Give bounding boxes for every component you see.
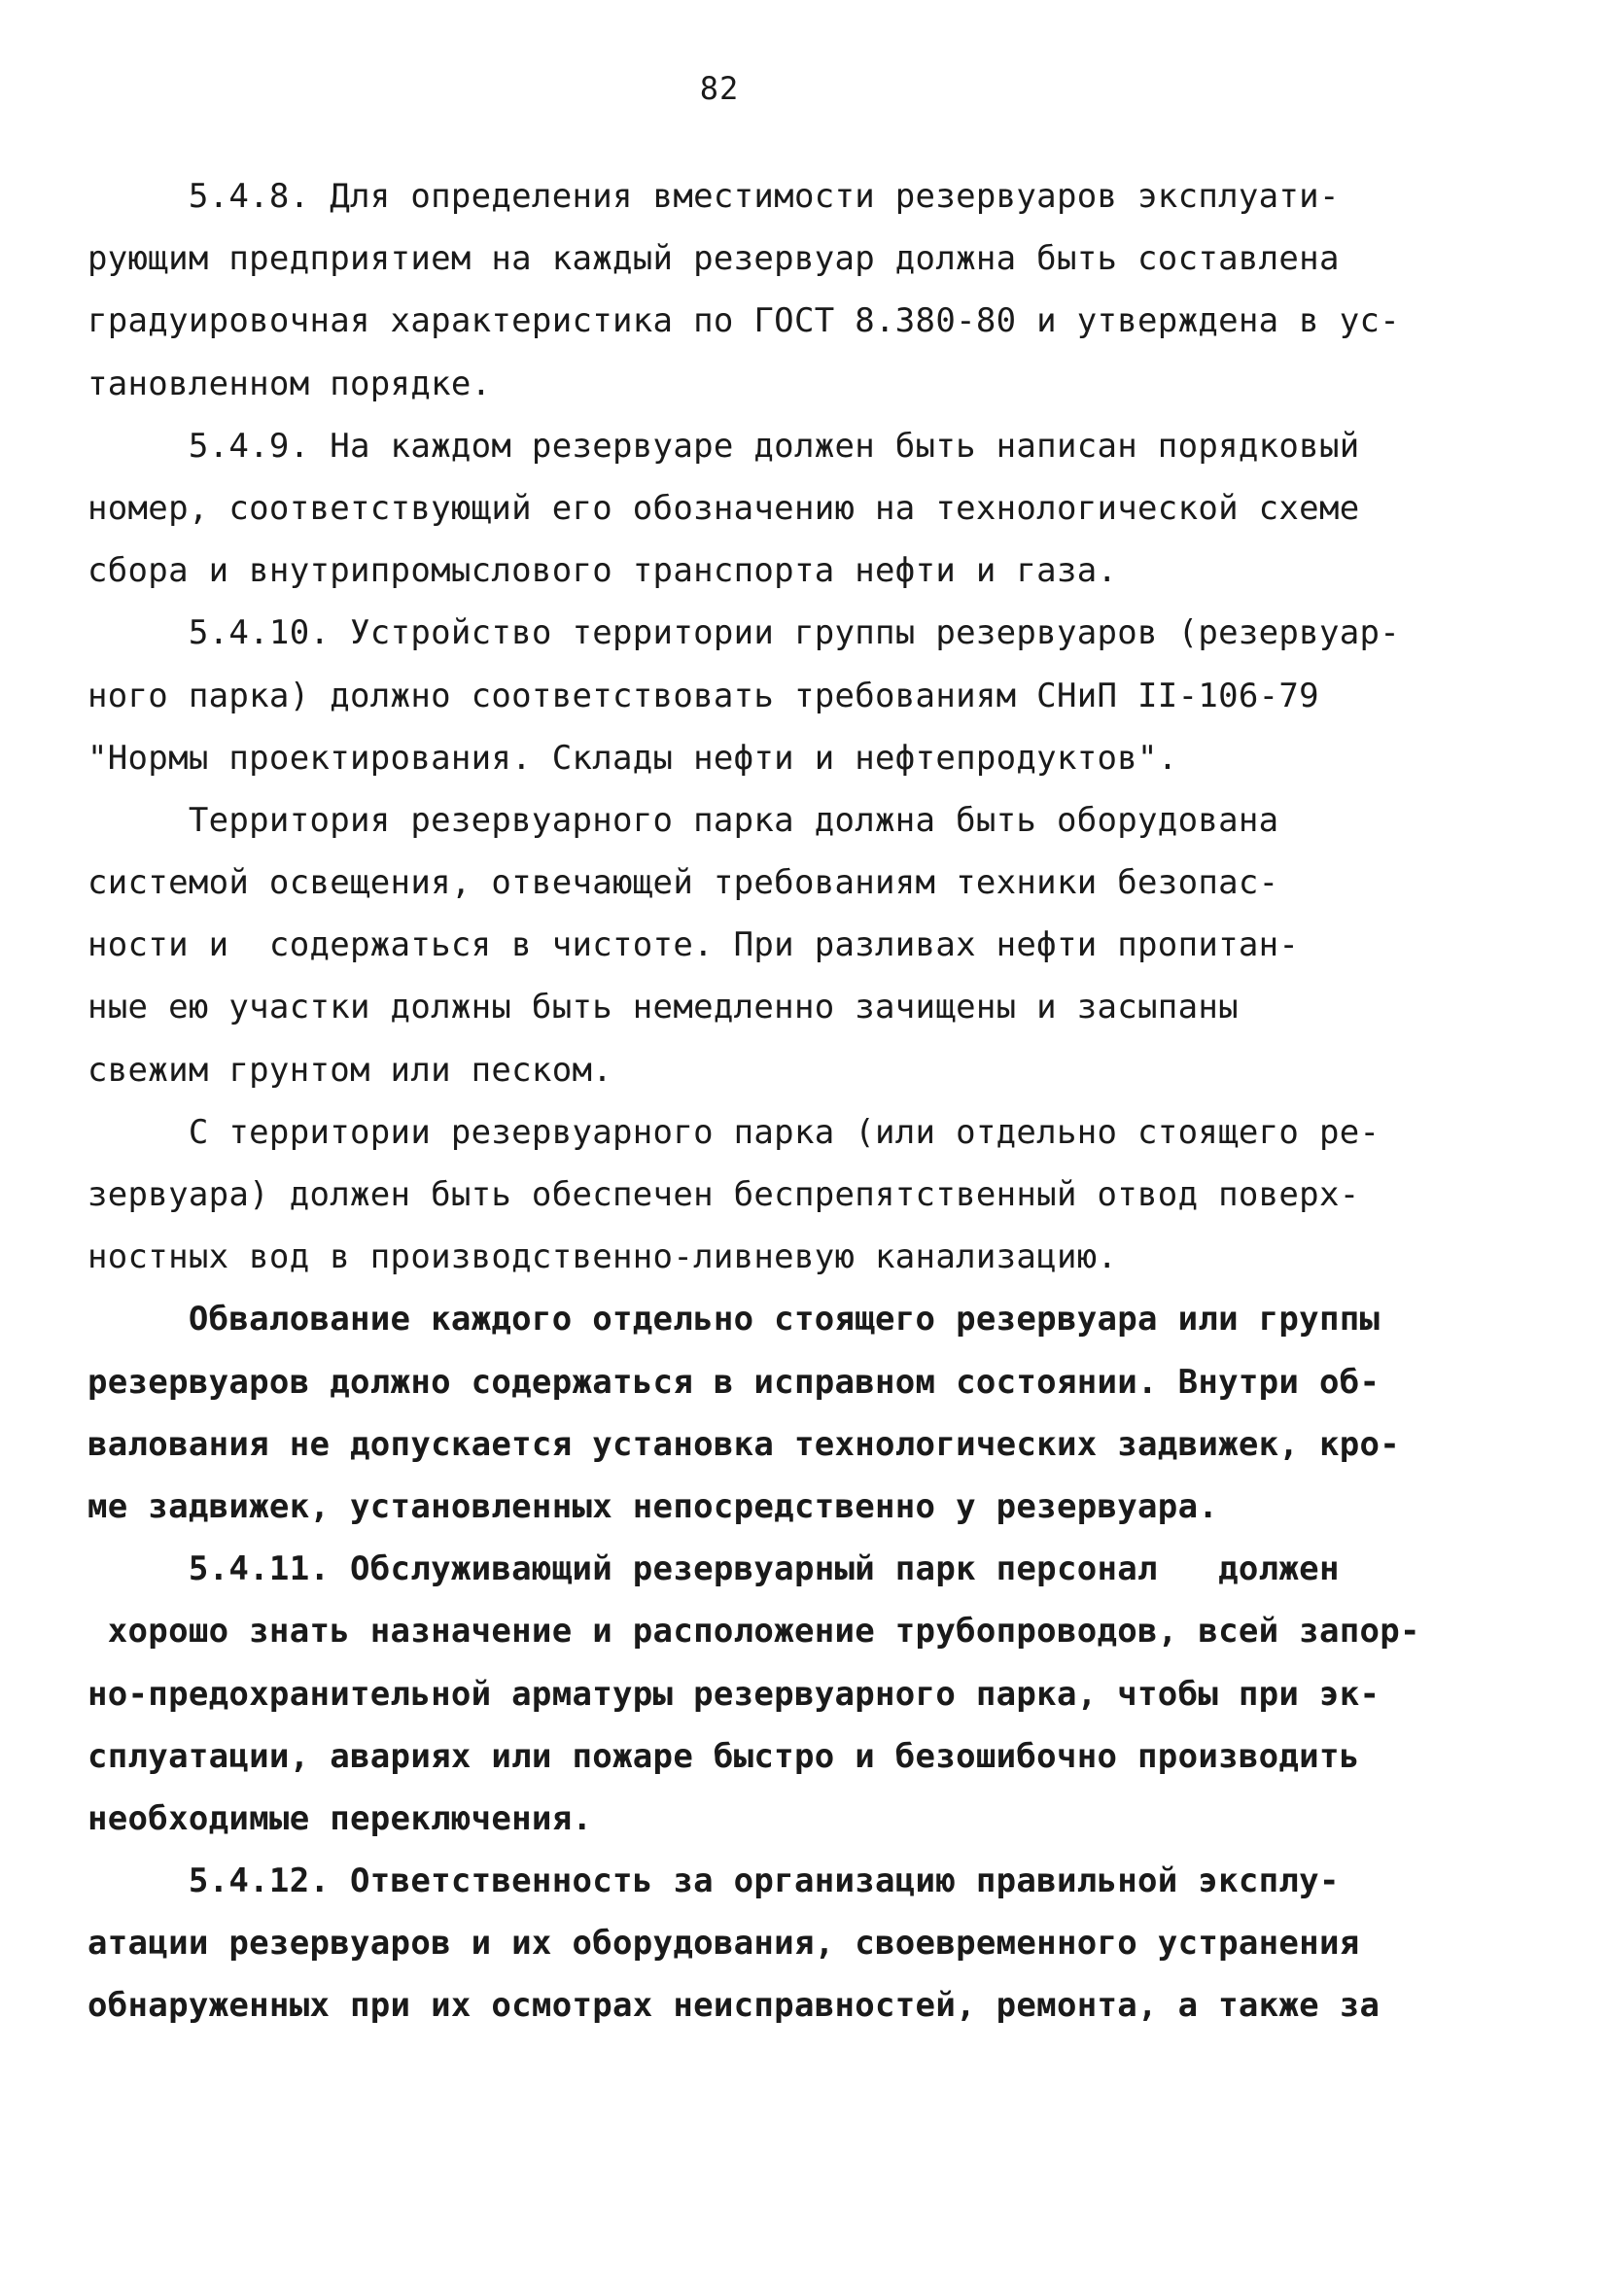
text-line: Территория резервуарного парка должна быть оборудована [87, 800, 1279, 840]
text-line: но-предохранительной арматуры резервуарного парка, чтобы при эк- [87, 1674, 1381, 1714]
text-line: Обвалование каждого отдельно стоящего резервуара или группы [87, 1300, 1381, 1339]
text-line: ме задвижек, установленных непосредственно у резервуара. [87, 1486, 1219, 1526]
text-line: необходимые переключения. [87, 1798, 593, 1838]
text-line: системой освещения, отвечающей требованиям техники безопас- [87, 863, 1279, 903]
text-line: 5.4.8. Для определения вместимости резервуаров эксплуати- [87, 177, 1340, 216]
text-line: 5.4.10. Устройство территории группы резервуаров (резервуар- [87, 613, 1401, 653]
text-line: резервуаров должно содержаться в исправном состоянии. Внутри об- [87, 1362, 1381, 1402]
text-line: сплуатации, авариях или пожаре быстро и безошибочно производить [87, 1736, 1360, 1776]
text-line: ные ею участки должны быть немедленно зачищены и засыпаны [87, 988, 1239, 1027]
text-line: ностных вод в производственно-ливневую канализацию. [87, 1237, 1118, 1277]
text-line: 5.4.9. На каждом резервуаре должен быть написан порядковый [87, 426, 1360, 466]
text-line: номер, соответствующий его обозначению на технологической схеме [87, 488, 1360, 528]
text-line: свежим грунтом или песком. [87, 1050, 613, 1090]
text-line: хорошо знать назначение и расположение трубопроводов, всей запор- [87, 1612, 1420, 1652]
text-line: 5.4.11. Обслуживающий резервуарный парк персонал должен [87, 1549, 1340, 1589]
text-line: тановленном порядке. [87, 364, 492, 403]
text-line: обнаруженных при их осмотрах неисправностей, ремонта, а также за [87, 1986, 1381, 2026]
text-line: ного парка) должно соответствовать требованиям СНиП II-106-79 [87, 676, 1319, 715]
text-line: валования не допускается установка технологических задвижек, кро- [87, 1424, 1401, 1464]
text-line: "Нормы проектирования. Склады нефти и нефтепродуктов". [87, 738, 1178, 778]
page-number: 82 [699, 70, 740, 107]
body-text [87, 165, 1449, 2037]
text-line: ности и содержаться в чистоте. При разливах нефти пропитан- [87, 925, 1300, 965]
text-line: атации резервуаров и их оборудования, своевременного устранения [87, 1924, 1360, 1964]
text-line: рующим предприятием на каждый резервуар должна быть составлена [87, 239, 1340, 279]
text-line: С территории резервуарного парка (или отдельно стоящего ре- [87, 1112, 1381, 1152]
text-line: сбора и внутрипромыслового транспорта нефти и газа. [87, 551, 1118, 591]
text-line: зервуара) должен быть обеспечен беспрепятственный отвод поверх- [87, 1175, 1360, 1214]
text-line: градуировочная характеристика по ГОСТ 8.380-80 и утверждена в ус- [87, 301, 1401, 341]
text-line: 5.4.12. Ответственность за организацию правильной эксплу- [87, 1861, 1340, 1901]
